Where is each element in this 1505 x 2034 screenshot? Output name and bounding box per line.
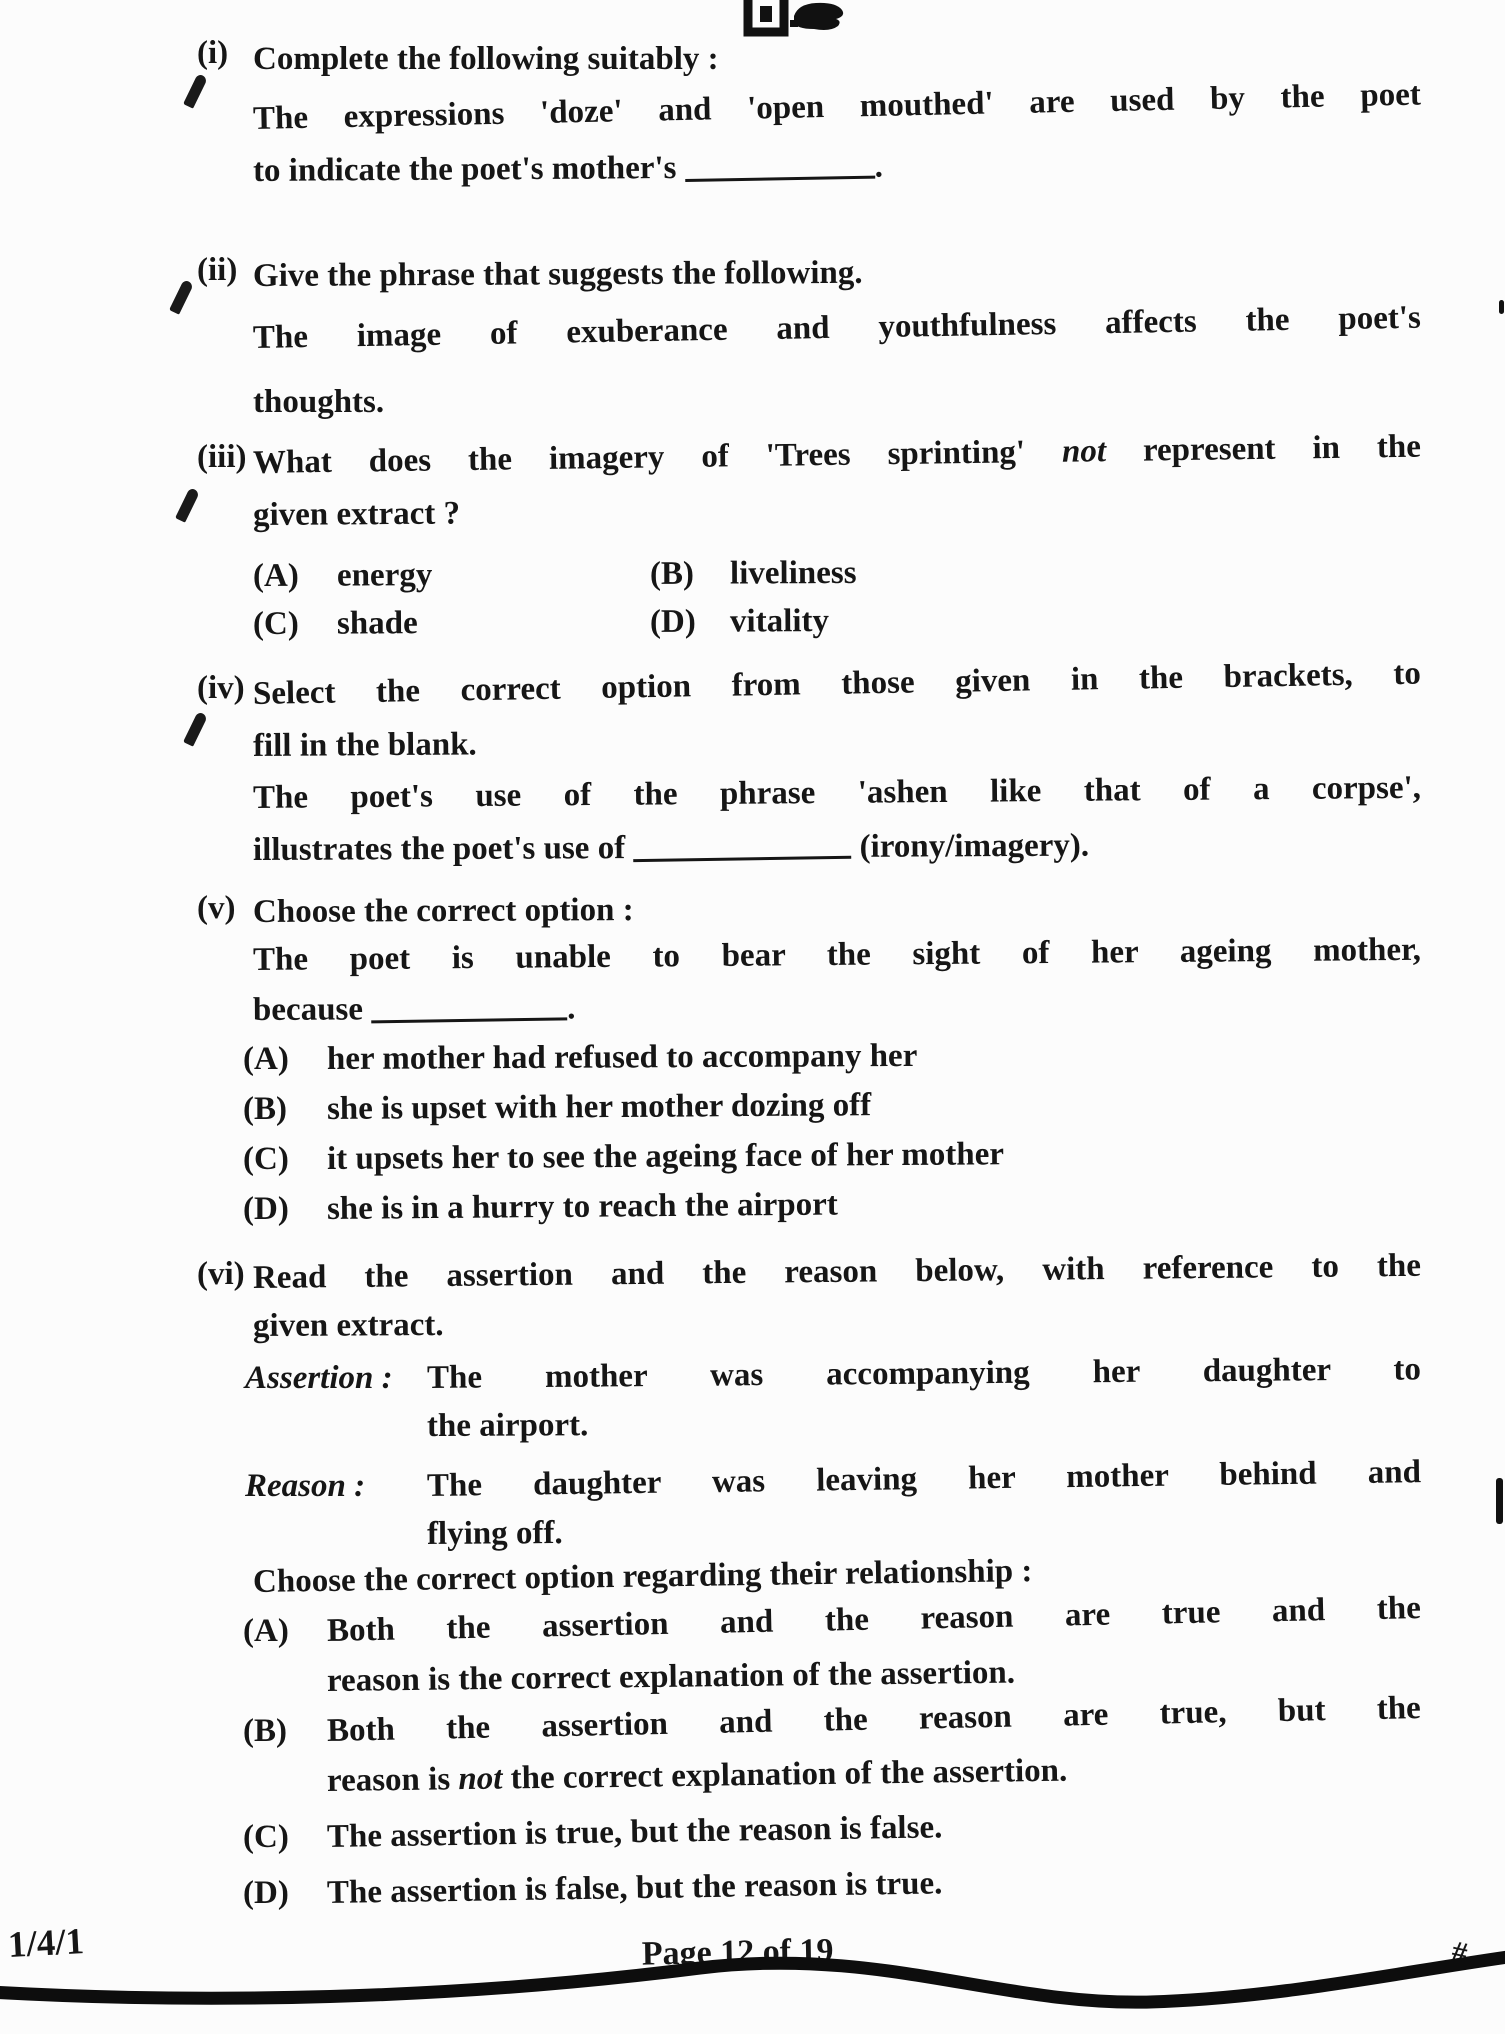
assertion-block [245,1351,1422,1450]
option-text-line: The assertion is true, but the reason is false. [326,1809,943,1855]
question-prompt: fill in the blank. [252,726,477,764]
option-label: (D) [649,603,696,640]
option-text-line: reason is not the correct explanation of the assertion. [326,1752,1068,1799]
hash-mark: # [1448,1934,1471,1971]
answer-blank [633,823,852,862]
option-label: (C) [243,1141,289,1177]
reason-text-line: The daughter was leaving her mother behind and [426,1454,1422,1504]
option-label: (A) [243,1613,289,1649]
option-text: liveliness [729,554,857,592]
question-number: (iv) [197,670,245,706]
emphasized-word: not [1061,433,1107,470]
question-number: (ii) [197,252,238,288]
question-text-line: illustrates the poet's use of (irony/imagery). [253,818,1421,876]
question-number: (i) [197,35,229,71]
question-prompt: Choose the correct option regarding their relationship : [252,1553,1033,1600]
option-text: shade [336,605,418,642]
option-text: her mother had refused to accompany her [326,1037,918,1077]
option-label: (D) [243,1191,289,1227]
question-text-line: The image of exuberance and youthfulness affects the poet's [252,299,1422,356]
option-row [243,1690,1422,1806]
options-row [253,594,1421,648]
options-list [243,1034,1421,1234]
pen-tick-mark [169,279,194,314]
question-prompt: given extract ? [252,495,461,533]
option-row [243,1034,1421,1084]
question-v [197,888,1421,1234]
option-label: (B) [649,555,695,592]
reason-label: Reason : [245,1468,366,1504]
question-prompt: Read the assertion and the reason below, with reference to the [252,1247,1422,1296]
question-number: (vi) [197,1256,245,1292]
scan-artifact [1499,300,1504,314]
question-iv [197,655,1422,876]
option-label: (C) [252,605,299,643]
question-number: (iii) [197,439,247,475]
option-row [243,1184,1421,1234]
option-text-line: reason is the correct explanation of the assertion. [326,1654,1016,1699]
option-text-line: Both the assertion and the reason are true, but the [326,1690,1422,1749]
reason-text-line: flying off. [426,1515,563,1552]
emphasized-word: not [458,1760,503,1798]
option-label: (B) [243,1713,287,1749]
answer-blank [684,143,875,182]
option-text: vitality [729,603,830,640]
question-prompt: Choose the correct option : [252,892,634,930]
option-row [243,1084,1421,1134]
option-label: (B) [243,1091,287,1127]
question-number: (v) [197,890,236,926]
paper-code: 1/4/1 [6,1921,86,1966]
scan-artifact [1496,1478,1503,1524]
question-text-line: The poet is unable to bear the sight of her ageing mother, [252,931,1422,978]
question-text-line: thoughts. [253,384,385,420]
question-text-line: because . [253,978,1421,1034]
options-list [243,1590,1422,1918]
question-prompt: given extract. [252,1307,444,1344]
question-prompt: Complete the following suitably : [253,41,719,77]
option-label: (A) [243,1041,289,1077]
option-text: it upsets her to see the ageing face of her mother [326,1136,1005,1177]
assertion-text-line: the airport. [426,1407,589,1444]
option-text: she is upset with her mother dozing off [326,1087,872,1127]
assertion-text-line: The mother was accompanying her daughter to [426,1351,1422,1396]
option-label: (A) [252,557,299,595]
question-prompt: What does the imagery of 'Trees sprinting' not represent in the [252,428,1422,481]
question-text-line: The expressions 'doze' and 'open mouthed' are used by the poet [252,76,1422,137]
option-label: (D) [243,1875,289,1911]
question-text-line: The poet's use of the phrase 'ashen like that of a corpse', [252,769,1422,816]
question-i [197,33,1421,197]
question-prompt: Select the correct option from those given in the brackets, to [252,655,1422,712]
question-text-line: to indicate the poet's mother's . [253,137,1421,197]
question-prompt: Give the phrase that suggests the following. [252,254,863,294]
option-label: (C) [243,1819,289,1855]
answer-blank [371,984,568,1023]
option-text-line: Both the assertion and the reason are true and the [326,1590,1422,1649]
options-row [253,546,1421,600]
footer-divider-line [0,1940,1505,2034]
option-text-line: The assertion is false, but the reason is true. [326,1865,943,1911]
option-text: energy [336,557,433,594]
question-ii [197,250,1421,428]
question-iii [197,428,1422,645]
option-row [243,1865,1421,1918]
assertion-label: Assertion : [245,1360,393,1396]
question-vi [197,1247,1422,1918]
option-text: she is in a hurry to reach the airport [326,1186,838,1227]
page-number: Page 12 of 19 [641,1932,834,1973]
